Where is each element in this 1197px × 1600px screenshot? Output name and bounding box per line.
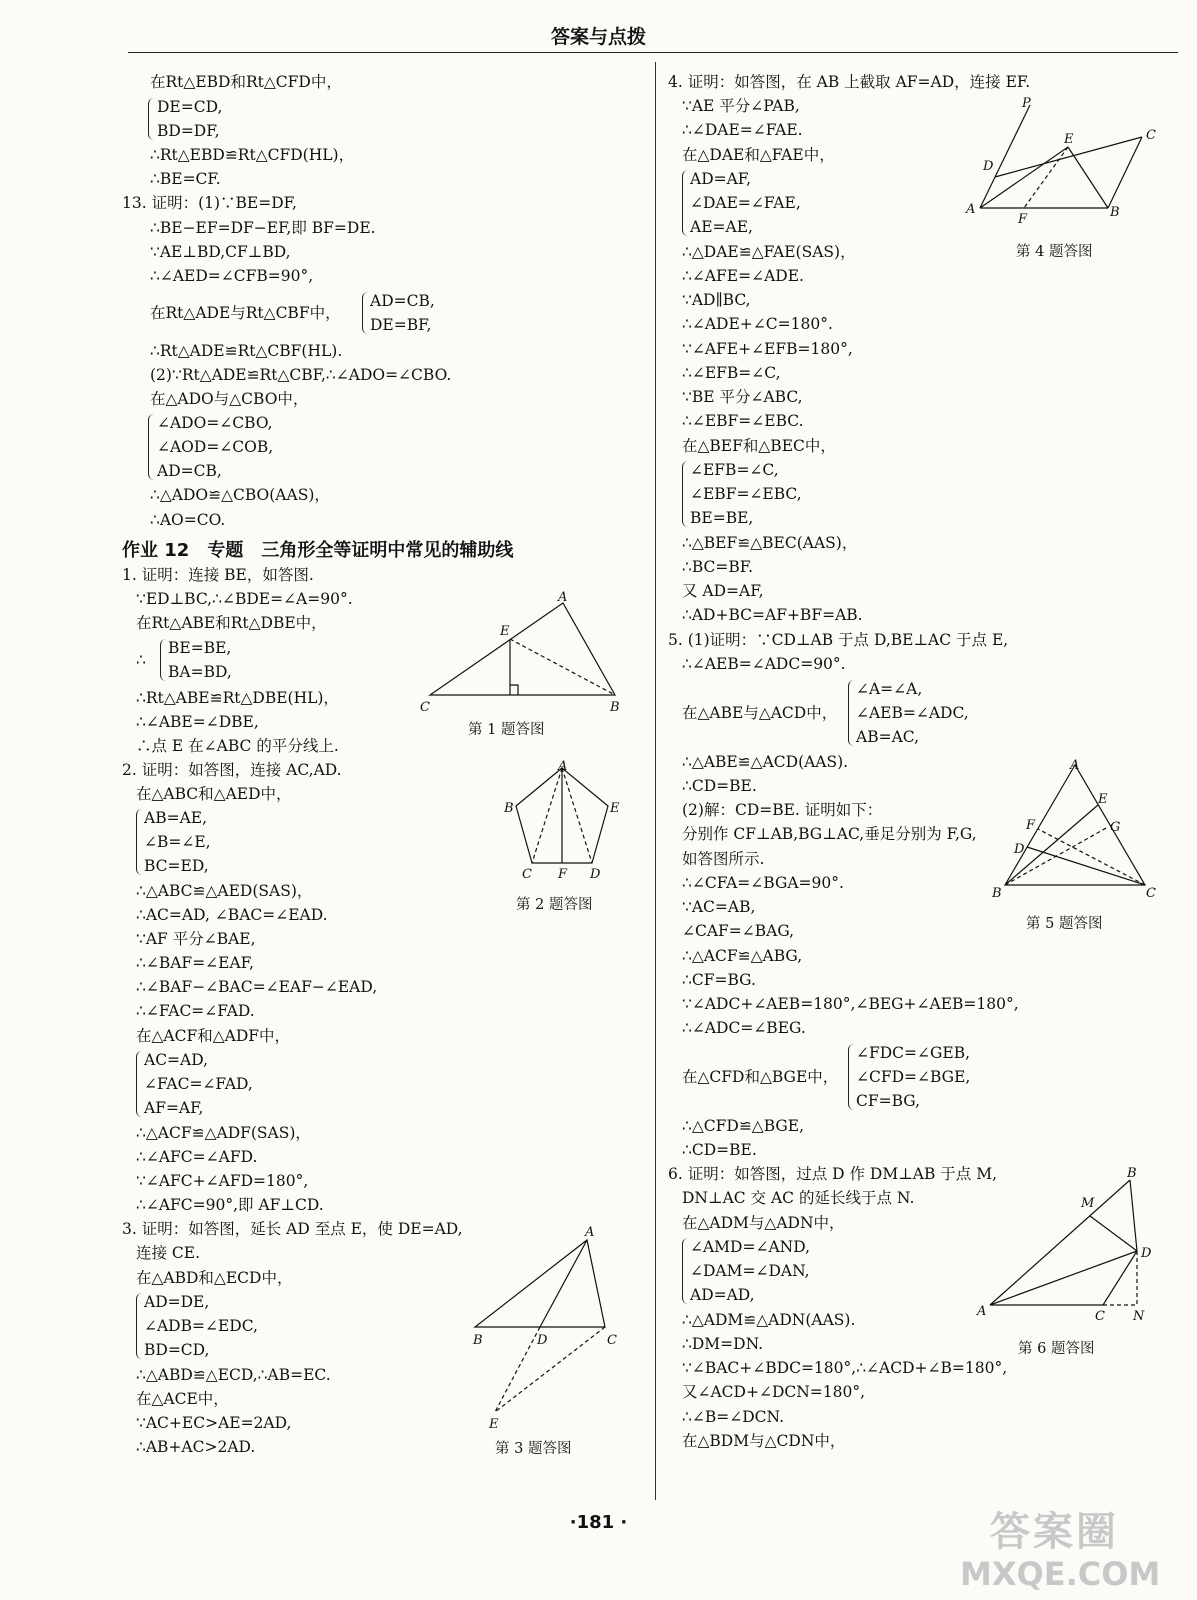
ray-ap — [980, 105, 1030, 208]
text-line: 13. 证明：(1)∵BE=DF, — [122, 194, 297, 212]
text-line: ∴△ACF≌△ADF(SAS)， — [136, 1124, 311, 1142]
text-line: ∴CD=BE. — [682, 1141, 757, 1159]
text-line: ∵AE 平分∠PAB, — [682, 97, 800, 115]
label-b: B — [473, 1333, 483, 1348]
text-line: ∴∠B=∠DCN. — [682, 1408, 784, 1426]
text-line: ∵AE⊥BD,CF⊥BD, — [150, 243, 291, 261]
section-title: 作业 12 专题 三角形全等证明中常见的辅助线 — [122, 540, 514, 561]
text-line: CF=BG, — [856, 1092, 921, 1110]
text-line: ∴点 E 在∠ABC 的平分线上. — [136, 737, 339, 755]
text-line: ∠AOD=∠COB, — [157, 438, 274, 456]
page-header-title: 答案与点拨 — [550, 26, 646, 48]
text-line: AD=AF, — [690, 170, 752, 188]
label-c: C — [1095, 1309, 1105, 1324]
figure-1-caption: 第 1 题答图 — [468, 722, 545, 738]
label-a: A — [1070, 758, 1080, 773]
text-line: 在△BEF和△BEC中， — [682, 437, 836, 455]
text-line: ∠AMD=∠AND, — [690, 1238, 811, 1256]
label-e: E — [1098, 792, 1108, 807]
text-line: BC=ED, — [144, 857, 209, 875]
label-m: M — [1081, 1196, 1095, 1211]
text-line: 在△ACF和△ADF中， — [136, 1027, 291, 1045]
text-line: 在△BDM与△CDN中， — [682, 1432, 846, 1450]
label-f: F — [1018, 212, 1028, 227]
text-line: 连接 CE. — [136, 1244, 201, 1262]
text-line: 又 AD=AF, — [682, 582, 764, 600]
text-line: 在Rt△ABE和Rt△DBE中， — [136, 614, 327, 632]
text-line: 在Rt△ADE与Rt△CBF中， — [150, 304, 341, 322]
figure-5-diagram — [990, 755, 1165, 905]
text-line: ∴∠AFC=∠AFD. — [136, 1148, 258, 1166]
label-b: B — [610, 700, 620, 715]
text-line: ∴△CFD≌△BGE, — [682, 1117, 805, 1135]
text-line: AF=AF, — [144, 1099, 204, 1117]
text-line: AC=AD, — [144, 1051, 209, 1069]
segment-ad — [540, 1240, 587, 1327]
label-d: D — [983, 159, 994, 174]
system-brace — [148, 98, 154, 140]
text-line: ∠AEB=∠ADC, — [856, 704, 969, 722]
text-line: 在Rt△EBD和Rt△CFD中， — [150, 73, 342, 91]
segment-be — [1068, 147, 1108, 208]
text-line: ∴∠CFA=∠BGA=90°. — [682, 874, 844, 892]
segment-ad — [990, 1251, 1137, 1305]
text-line: BE=BE, — [168, 639, 232, 657]
text-line: 在△ABD和△ECD中， — [136, 1269, 293, 1287]
segment-ae — [980, 147, 1068, 208]
label-d: D — [590, 867, 601, 882]
text-line: ∵∠AFC+∠AFD=180°, — [136, 1172, 309, 1190]
segment-cd — [1103, 1251, 1137, 1305]
text-line: ∵AC+EC>AE=2AD, — [136, 1414, 292, 1432]
text-line: ∴Rt△EBD≌Rt△CFD(HL)， — [150, 146, 355, 164]
text-line: ∴AC=AD, ∠BAC=∠EAD. — [136, 906, 328, 924]
text-line: ∴CD=BE. — [682, 777, 757, 795]
text-line: AB=AC, — [856, 728, 919, 746]
dashed-segment-ad — [562, 768, 592, 863]
text-line: ∴AB+AC>2AD. — [136, 1438, 256, 1456]
triangle-abc — [475, 1240, 605, 1327]
text-line: ∠CAF=∠BAG, — [682, 922, 795, 940]
dashed-segment-ce — [495, 1327, 605, 1412]
figure-2-diagram — [500, 758, 625, 883]
text-line: ∴Rt△ADE≌Rt△CBF(HL). — [150, 342, 343, 360]
figure-3-caption: 第 3 题答图 — [495, 1441, 572, 1457]
text-line: ∴∠BAF=∠EAF, — [136, 954, 254, 972]
text-line: ∠B=∠E, — [144, 833, 211, 851]
text-line: BE=BE, — [690, 509, 754, 527]
label-p: P — [1022, 96, 1031, 111]
label-c: C — [420, 700, 430, 715]
label-a: A — [558, 759, 568, 774]
text-line: ∴△ACF≌△ABG, — [682, 947, 803, 965]
watermark-url: MXQE.COM — [960, 1555, 1161, 1593]
text-line: AE=AE, — [690, 218, 753, 236]
label-d: D — [1141, 1246, 1152, 1261]
text-line: 分别作 CF⊥AB,BG⊥AC,垂足分别为 F,G, — [682, 825, 977, 843]
dashed-segment-ac — [532, 768, 562, 863]
system-brace — [682, 461, 688, 527]
text-line: ∵BE 平分∠ABC, — [682, 388, 803, 406]
text-line: ∴AO=CO. — [150, 511, 226, 529]
text-line: AD=CB, — [157, 462, 222, 480]
text-line: ∴∠ADC=∠BEG. — [682, 1019, 806, 1037]
text-line: ∠CFD=∠BGE, — [856, 1068, 971, 1086]
column-divider — [655, 62, 656, 1500]
segment-ab — [990, 1180, 1130, 1305]
label-a: A — [558, 590, 568, 605]
text-line: AD=AD, — [690, 1286, 755, 1304]
text-line: BD=CD, — [144, 1341, 210, 1359]
text-line: ∠EBF=∠EBC, — [690, 485, 802, 503]
text-line: 6. 证明：如答图，过点 D 作 DM⊥AB 于点 M, — [668, 1165, 998, 1183]
figure-6-caption: 第 6 题答图 — [1018, 1341, 1095, 1357]
text-line: ∠FDC=∠GEB, — [856, 1044, 971, 1062]
text-line: ∴△BEF≌△BEC(AAS)， — [682, 534, 858, 552]
segment-cd — [1027, 847, 1145, 885]
text-line: ∵AF 平分∠BAE, — [136, 930, 256, 948]
text-line: ∴ — [136, 651, 146, 669]
label-e: E — [1064, 132, 1074, 147]
text-line: ∠FAC=∠FAD, — [144, 1075, 253, 1093]
text-line: 2. 证明：如答图，连接 AC,AD. — [122, 761, 342, 779]
text-line: ∴∠AFE=∠ADE. — [682, 267, 804, 285]
text-line: ∴AD+BC=AF+BF=AB. — [682, 606, 863, 624]
text-line: DN⊥AC 交 AC 的延长线于点 N. — [682, 1189, 915, 1207]
figure-6-diagram — [975, 1165, 1165, 1325]
text-line: ∴△ABE≌△ACD(AAS). — [682, 753, 849, 771]
figure-1-diagram — [420, 585, 640, 720]
text-line: ∴△ABC≌△AED(SAS)， — [136, 882, 313, 900]
label-a: A — [977, 1304, 987, 1319]
segment-bc — [1108, 137, 1142, 208]
text-line: (2)解：CD=BE. 证明如下： — [682, 801, 883, 819]
text-line: AD=CB, — [370, 292, 435, 310]
page-number: ·181 · — [569, 1512, 628, 1533]
label-f: F — [1026, 818, 1036, 833]
system-brace — [148, 414, 154, 480]
text-line: ∴∠AFC=90°,即 AF⊥CD. — [136, 1196, 324, 1214]
text-line: ∴BE=CF. — [150, 170, 221, 188]
text-line: ∵∠BAC+∠BDC=180°,∴∠ACD+∠B=180°, — [682, 1359, 1008, 1377]
text-line: (2)∵Rt△ADE≌Rt△CBF,∴∠ADO=∠CBO. — [150, 366, 452, 384]
text-line: ∴∠AEB=∠ADC=90°. — [682, 655, 846, 673]
system-brace — [848, 1044, 854, 1110]
right-angle-mark — [510, 685, 518, 695]
text-line: ∴CF=BG. — [682, 971, 756, 989]
text-line: ∴∠BAF−∠BAC=∠EAF−∠EAD, — [136, 978, 378, 996]
text-line: ∴∠AED=∠CFB=90°, — [150, 267, 314, 285]
text-line: ∴BC=BF. — [682, 558, 754, 576]
system-brace — [136, 1293, 142, 1359]
label-d: D — [1014, 842, 1025, 857]
system-brace — [136, 809, 142, 875]
text-line: ∠EFB=∠C, — [690, 461, 779, 479]
label-f: F — [558, 867, 568, 882]
system-brace — [160, 639, 166, 681]
text-line: ∵∠ADC+∠AEB=180°,∠BEG+∠AEB=180°, — [682, 995, 1019, 1013]
text-line: ∴Rt△ABE≌Rt△DBE(HL)， — [136, 689, 339, 707]
text-line: 在△ADM与△ADN中， — [682, 1214, 845, 1232]
text-line: ∴DM=DN. — [682, 1335, 764, 1353]
text-line: 4. 证明：如答图，在 AB 上截取 AF=AD，连接 EF. — [668, 73, 1031, 91]
label-b: B — [992, 886, 1002, 901]
figure-4-caption: 第 4 题答图 — [1016, 244, 1093, 260]
text-line: 5. (1)证明：∵CD⊥AB 于点 D,BE⊥AC 于点 E, — [668, 631, 1009, 649]
text-line: DE=BF, — [370, 316, 432, 334]
text-line: ∴∠ADE+∠C=180°. — [682, 315, 833, 333]
watermark-logo: 答案圈 — [990, 1509, 1119, 1555]
text-line: ∠DAE=∠FAE, — [690, 194, 801, 212]
text-line: ∴∠ABE=∠DBE, — [136, 713, 259, 731]
text-line: ∴∠EFB=∠C, — [682, 364, 781, 382]
text-line: 3. 证明：如答图，延长 AD 至点 E，使 DE=AD, — [122, 1220, 463, 1238]
text-line: AB=AE, — [144, 809, 208, 827]
header-rule — [128, 52, 1178, 53]
label-b: B — [1127, 1166, 1137, 1181]
text-line: ∴∠EBF=∠EBC. — [682, 412, 804, 430]
label-e: E — [500, 624, 510, 639]
text-line: ∴∠DAE=∠FAE. — [682, 121, 803, 139]
text-line: 在△ABE与△ACD中， — [682, 704, 838, 722]
text-line: ∴△DAE≌△FAE(SAS)， — [682, 243, 856, 261]
label-b: B — [504, 801, 514, 816]
text-line: 在△ADO与△CBO中， — [150, 390, 309, 408]
text-line: 在△ACE中， — [136, 1390, 229, 1408]
label-c: C — [522, 867, 532, 882]
segment-md — [1090, 1216, 1137, 1251]
text-line: ∠ADO=∠CBO, — [157, 414, 273, 432]
triangle-abc — [430, 603, 615, 695]
text-line: 在△ABC和△AED中， — [136, 785, 292, 803]
dashed-segment-de — [495, 1327, 540, 1412]
label-g: G — [1110, 820, 1121, 835]
text-line: ∴BE−EF=DF−EF,即 BF=DE. — [150, 219, 376, 237]
text-line: ∴△ABD≌△ECD,∴AB=EC. — [136, 1366, 331, 1384]
text-line: 在△DAE和△FAE中， — [682, 146, 835, 164]
segment-bd — [1130, 1180, 1137, 1251]
text-line: DE=CD, — [157, 98, 223, 116]
text-line: ∠A=∠A, — [856, 680, 923, 698]
dashed-segment-ef — [1024, 147, 1068, 208]
text-line: ∵ED⊥BC,∴∠BDE=∠A=90°. — [136, 590, 353, 608]
text-line: BD=DF, — [157, 122, 220, 140]
system-brace — [136, 1051, 142, 1117]
watermark — [960, 1500, 1190, 1595]
text-line: 在△CFD和△BGE中， — [682, 1068, 839, 1086]
label-n: N — [1133, 1309, 1145, 1324]
text-line: ∴△ADM≌△ADN(AAS). — [682, 1311, 856, 1329]
system-brace — [848, 680, 854, 746]
text-line: ∵∠AFE+∠EFB=180°, — [682, 340, 853, 358]
text-line: ∠DAM=∠DAN, — [690, 1262, 810, 1280]
figure-4-diagram — [960, 95, 1165, 230]
label-b: B — [1110, 205, 1120, 220]
text-line: ∴△ADO≌△CBO(AAS)， — [150, 486, 330, 504]
figure-5-caption: 第 5 题答图 — [1026, 916, 1103, 932]
text-line: ∠ADB=∠EDC, — [144, 1317, 258, 1335]
text-line: 如答图所示. — [682, 850, 765, 868]
text-line: BA=BD, — [168, 663, 232, 681]
system-brace — [362, 292, 368, 334]
text-line: ∵AD∥BC, — [682, 291, 751, 309]
system-brace — [682, 170, 688, 236]
text-line: AD=DE, — [144, 1293, 210, 1311]
label-d: D — [537, 1333, 548, 1348]
label-a: A — [966, 202, 976, 217]
label-e: E — [610, 801, 620, 816]
label-c: C — [607, 1333, 617, 1348]
label-c: C — [1146, 886, 1156, 901]
text-line: 1. 证明：连接 BE，如答图. — [122, 566, 314, 584]
text-line: ∴∠FAC=∠FAD. — [136, 1002, 255, 1020]
label-e: E — [489, 1417, 499, 1432]
figure-3-diagram — [465, 1222, 625, 1437]
system-brace — [682, 1238, 688, 1304]
figure-2-caption: 第 2 题答图 — [516, 897, 593, 913]
text-line: ∵AC=AB, — [682, 898, 756, 916]
label-c: C — [1146, 128, 1156, 143]
label-a: A — [585, 1225, 595, 1240]
text-line: 又∠ACD+∠DCN=180°, — [682, 1383, 866, 1401]
